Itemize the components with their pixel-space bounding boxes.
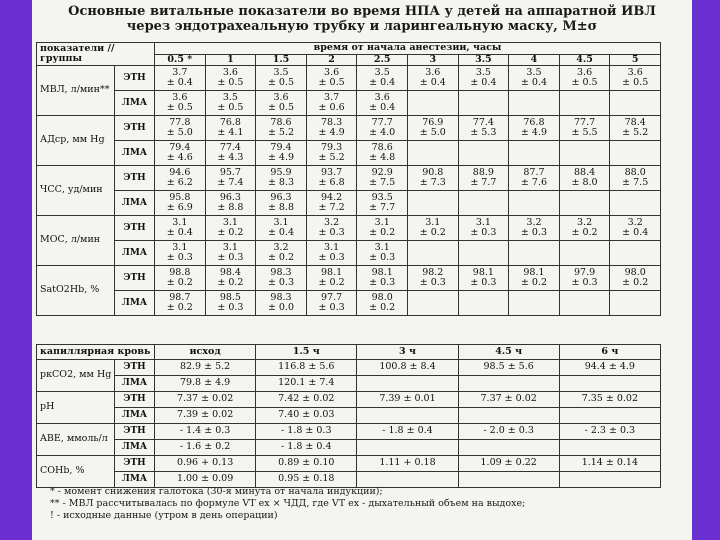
table-row <box>37 456 661 472</box>
value-text: 3.1 ± 0.3 <box>470 216 497 238</box>
value-text: 98.2 ± 0.3 <box>419 266 446 288</box>
value-cell <box>306 91 357 116</box>
footnote: * - момент снижения галотока (30-я минута от начала индукции); <box>50 486 383 497</box>
value-cell <box>458 66 509 91</box>
value-cell <box>357 91 408 116</box>
value-cell <box>509 141 560 166</box>
value-cell <box>559 241 610 266</box>
value-cell <box>458 266 509 291</box>
table-row <box>37 141 661 166</box>
table-row <box>37 216 661 241</box>
value-cell <box>458 440 559 456</box>
value-cell: 82.9 ± 5.2 <box>155 360 256 376</box>
document-title <box>32 4 692 34</box>
table-row <box>37 166 661 191</box>
value-cell <box>155 66 206 91</box>
group-label: ЭТН <box>115 266 155 291</box>
time-cell: 1.5 <box>256 54 307 66</box>
header-row <box>37 43 661 55</box>
value-cell <box>357 116 408 141</box>
value-cell <box>357 216 408 241</box>
group-label: ЭТН <box>115 116 155 141</box>
value-cell <box>357 166 408 191</box>
value-cell <box>306 241 357 266</box>
value-cell: 116.8 ± 5.6 <box>256 360 357 376</box>
time-cell: 4 <box>509 54 560 66</box>
value-cell <box>357 376 458 392</box>
value-cell <box>155 166 206 191</box>
value-cell <box>559 116 610 141</box>
value-cell <box>256 91 307 116</box>
value-cell <box>256 266 307 291</box>
table-row <box>37 408 661 424</box>
value-text: 98.7 ± 0.2 <box>166 291 193 313</box>
value-cell: 79.8 ± 4.9 <box>155 376 256 392</box>
value-text: 78.6 ± 4.8 <box>369 141 396 163</box>
value-cell <box>407 166 458 191</box>
value-text: 98.5 ± 0.3 <box>217 291 244 313</box>
value-text: 79.3 ± 5.2 <box>318 141 345 163</box>
value-cell <box>407 66 458 91</box>
value-cell <box>357 408 458 424</box>
document-page <box>32 0 692 540</box>
value-cell <box>306 291 357 316</box>
value-text: 3.1 ± 0.2 <box>369 216 396 238</box>
value-text: 97.7 ± 0.3 <box>318 291 345 313</box>
value-text: 98.0 ± 0.2 <box>369 291 396 313</box>
value-cell <box>357 66 408 91</box>
value-cell <box>357 440 458 456</box>
value-text: 3.5 ± 0.4 <box>470 66 497 88</box>
value-cell: - 1.6 ± 0.2 <box>155 440 256 456</box>
value-cell <box>357 266 408 291</box>
group-label: ЛМА <box>115 440 155 456</box>
group-label: ЭТН <box>115 424 155 440</box>
value-text: 95.8 ± 6.9 <box>166 191 193 213</box>
value-cell <box>205 116 256 141</box>
group-label: ЛМА <box>115 472 155 488</box>
value-text: 77.8 ± 5.0 <box>166 116 193 138</box>
value-text: 98.1 ± 0.3 <box>470 266 497 288</box>
value-cell: 0.96 + 0.13 <box>155 456 256 472</box>
value-text: 77.4 ± 5.3 <box>470 116 497 138</box>
value-text: 3.2 ± 0.3 <box>318 216 345 238</box>
value-cell: 7.39 ± 0.01 <box>357 392 458 408</box>
value-cell <box>458 191 509 216</box>
value-text: 87.7 ± 7.6 <box>520 166 548 188</box>
table-row <box>37 191 661 216</box>
value-text: 3.1 ± 0.4 <box>166 216 193 238</box>
value-text: 90.8 ± 7.3 <box>419 166 446 188</box>
value-text: 3.2 ± 0.2 <box>267 241 295 263</box>
footnotes <box>50 486 680 522</box>
value-cell: 1.09 ± 0.22 <box>458 456 559 472</box>
value-cell <box>205 191 256 216</box>
table-row <box>37 360 661 376</box>
value-cell <box>256 241 307 266</box>
group-label: ЛМА <box>115 91 155 116</box>
value-cell <box>155 291 206 316</box>
corner-label: капиллярная кровь <box>37 345 155 360</box>
value-cell <box>559 408 660 424</box>
value-cell <box>357 241 408 266</box>
value-cell <box>407 116 458 141</box>
value-cell <box>256 191 307 216</box>
value-text: 88.4 ± 8.0 <box>571 166 598 188</box>
value-cell <box>610 66 661 91</box>
value-cell <box>559 376 660 392</box>
value-text: 77.7 ± 4.0 <box>369 116 396 138</box>
group-label: ЭТН <box>115 456 155 472</box>
value-cell <box>610 291 661 316</box>
title-line-2: через эндотрахеальную трубку и ларингеальную маску, M±σ <box>126 19 598 34</box>
value-cell <box>407 291 458 316</box>
value-cell <box>458 216 509 241</box>
value-text: 77.7 ± 5.5 <box>571 116 598 138</box>
table-row <box>37 440 661 456</box>
value-cell <box>256 166 307 191</box>
value-cell: 0.89 ± 0.10 <box>256 456 357 472</box>
time-cell: 1 <box>205 54 256 66</box>
value-text: 98.0 ± 0.2 <box>622 266 649 288</box>
value-text: 95.9 ± 8.3 <box>267 166 295 188</box>
value-cell <box>509 116 560 141</box>
value-text: 3.1 ± 0.3 <box>318 241 345 263</box>
value-text: 98.8 ± 0.2 <box>166 266 193 288</box>
time-cell: 2.5 <box>357 54 408 66</box>
value-cell: - 2.0 ± 0.3 <box>458 424 559 440</box>
value-text: 93.5 ± 7.7 <box>369 191 396 213</box>
value-text: 3.1 ± 0.3 <box>166 241 193 263</box>
indicator-label: pH <box>37 392 115 424</box>
value-cell <box>155 116 206 141</box>
time-cell: исход <box>155 345 256 360</box>
value-text: 3.6 ± 0.5 <box>318 66 345 88</box>
value-cell: 1.14 ± 0.14 <box>559 456 660 472</box>
value-text: 3.6 ± 0.4 <box>419 66 446 88</box>
value-cell: 100.8 ± 8.4 <box>357 360 458 376</box>
value-cell <box>205 91 256 116</box>
value-text: 3.6 ± 0.5 <box>267 91 295 113</box>
group-label: ЛМА <box>115 376 155 392</box>
table-row <box>37 376 661 392</box>
value-cell: 7.40 ± 0.03 <box>256 408 357 424</box>
value-text: 3.2 ± 0.4 <box>622 216 649 238</box>
value-cell: 7.35 ± 0.02 <box>559 392 660 408</box>
vital-signs-table <box>36 42 661 316</box>
value-text: 78.4 ± 5.2 <box>622 116 649 138</box>
value-cell: - 1.8 ± 0.4 <box>256 440 357 456</box>
value-cell <box>407 241 458 266</box>
value-cell: 7.37 ± 0.02 <box>155 392 256 408</box>
value-cell <box>610 216 661 241</box>
value-cell <box>306 191 357 216</box>
indicator-label: ЧСС, уд/мин <box>37 166 115 216</box>
time-cell: 3 ч <box>357 345 458 360</box>
value-text: 98.4 ± 0.2 <box>217 266 244 288</box>
value-cell: 98.5 ± 5.6 <box>458 360 559 376</box>
value-text: 3.6 ± 0.5 <box>217 66 244 88</box>
indicator-label: SatO2Hb, % <box>37 266 115 316</box>
value-cell <box>559 66 610 91</box>
value-cell: - 1.8 ± 0.4 <box>357 424 458 440</box>
value-text: 94.6 ± 6.2 <box>166 166 193 188</box>
value-text: 92.9 ± 7.5 <box>369 166 396 188</box>
value-cell <box>559 266 610 291</box>
value-cell <box>205 266 256 291</box>
indicator-label: АДср, мм Hg <box>37 116 115 166</box>
time-header: время от начала анестезии, часы <box>155 43 661 55</box>
value-text: 3.5 ± 0.4 <box>369 66 396 88</box>
time-cell: 6 ч <box>559 345 660 360</box>
value-cell: - 1.4 ± 0.3 <box>155 424 256 440</box>
value-cell <box>610 91 661 116</box>
time-cell: 3.5 <box>458 54 509 66</box>
value-cell <box>559 191 610 216</box>
value-cell <box>559 141 610 166</box>
value-cell <box>559 440 660 456</box>
value-cell <box>559 216 610 241</box>
value-cell <box>458 408 559 424</box>
value-text: 3.6 ± 0.5 <box>571 66 598 88</box>
table-row <box>37 266 661 291</box>
time-cell: 1.5 ч <box>256 345 357 360</box>
value-text: 3.1 ± 0.2 <box>217 216 244 238</box>
value-text: 3.6 ± 0.4 <box>369 91 396 113</box>
value-text: 97.9 ± 0.3 <box>571 266 598 288</box>
value-cell <box>256 66 307 91</box>
table-row <box>37 66 661 91</box>
group-label: ЭТН <box>115 360 155 376</box>
value-cell: 7.42 ± 0.02 <box>256 392 357 408</box>
value-cell <box>256 141 307 166</box>
value-cell <box>306 116 357 141</box>
value-cell <box>509 266 560 291</box>
value-cell <box>155 266 206 291</box>
value-text: 98.1 ± 0.2 <box>318 266 345 288</box>
value-cell <box>458 291 509 316</box>
table-row <box>37 424 661 440</box>
time-cell: 2 <box>306 54 357 66</box>
value-text: 76.8 ± 4.9 <box>520 116 548 138</box>
value-cell <box>256 116 307 141</box>
value-cell <box>407 91 458 116</box>
value-cell <box>407 191 458 216</box>
value-cell <box>559 166 610 191</box>
value-cell <box>610 191 661 216</box>
value-text: 3.1 ± 0.3 <box>369 241 396 263</box>
time-cell: 0.5 * <box>155 54 206 66</box>
value-text: 3.2 ± 0.3 <box>520 216 548 238</box>
value-cell <box>509 66 560 91</box>
group-label: ЭТН <box>115 66 155 91</box>
corner-label: показатели // группы <box>37 43 155 66</box>
value-text: 77.4 ± 4.3 <box>217 141 244 163</box>
value-cell <box>155 91 206 116</box>
value-cell <box>155 191 206 216</box>
value-cell: - 1.8 ± 0.3 <box>256 424 357 440</box>
value-text: 78.6 ± 5.2 <box>267 116 295 138</box>
value-text: 76.9 ± 5.0 <box>419 116 446 138</box>
value-text: 95.7 ± 7.4 <box>217 166 244 188</box>
value-text: 78.3 ± 4.9 <box>318 116 345 138</box>
value-cell <box>155 141 206 166</box>
value-cell <box>357 191 408 216</box>
value-text: 76.8 ± 4.1 <box>217 116 244 138</box>
value-text: 96.3 ± 8.8 <box>217 191 244 213</box>
footnote: ** - МВЛ рассчитывалась по формуле VT ex × ЧДД, где VT ex - дыхательный объем на выдохе; <box>50 498 526 509</box>
value-cell <box>407 141 458 166</box>
value-text: 79.4 ± 4.9 <box>267 141 295 163</box>
value-text: 3.6 ± 0.5 <box>622 66 649 88</box>
value-cell <box>306 66 357 91</box>
value-cell <box>205 66 256 91</box>
value-text: 3.5 ± 0.5 <box>217 91 244 113</box>
value-cell <box>357 141 408 166</box>
value-text: 96.3 ± 8.8 <box>267 191 295 213</box>
value-text: 98.3 ± 0.3 <box>267 266 295 288</box>
value-cell <box>509 91 560 116</box>
group-label: ЛМА <box>115 141 155 166</box>
group-label: ЛМА <box>115 241 155 266</box>
value-text: 3.1 ± 0.3 <box>217 241 244 263</box>
value-cell <box>205 241 256 266</box>
value-cell <box>610 241 661 266</box>
time-cell: 3 <box>407 54 458 66</box>
value-cell <box>306 141 357 166</box>
value-cell <box>458 116 509 141</box>
header-row <box>37 345 661 360</box>
value-cell <box>155 241 206 266</box>
value-cell <box>256 291 307 316</box>
value-text: 3.7 ± 0.4 <box>166 66 193 88</box>
group-label: ЭТН <box>115 392 155 408</box>
value-text: 88.9 ± 7.7 <box>470 166 497 188</box>
value-cell <box>610 116 661 141</box>
value-cell <box>509 291 560 316</box>
value-cell <box>559 91 610 116</box>
value-cell: 7.39 ± 0.02 <box>155 408 256 424</box>
value-cell: - 2.3 ± 0.3 <box>559 424 660 440</box>
value-cell: 94.4 ± 4.9 <box>559 360 660 376</box>
value-cell <box>458 141 509 166</box>
value-text: 3.7 ± 0.6 <box>318 91 345 113</box>
time-cell: 4.5 ч <box>458 345 559 360</box>
value-cell <box>306 216 357 241</box>
value-cell: 7.37 ± 0.02 <box>458 392 559 408</box>
value-text: 98.1 ± 0.2 <box>520 266 548 288</box>
value-text: 3.1 ± 0.4 <box>267 216 295 238</box>
value-text: 88.0 ± 7.5 <box>622 166 649 188</box>
time-cell: 5 <box>610 54 661 66</box>
value-cell <box>205 216 256 241</box>
value-cell <box>509 166 560 191</box>
group-label: ЛМА <box>115 408 155 424</box>
value-cell <box>458 166 509 191</box>
value-text: 3.5 ± 0.4 <box>520 66 548 88</box>
value-cell <box>610 166 661 191</box>
time-cell: 4.5 <box>559 54 610 66</box>
footnote: ! - исходные данные (утром в день операции) <box>50 510 278 521</box>
value-text: 79.4 ± 4.6 <box>166 141 193 163</box>
value-cell <box>509 241 560 266</box>
value-cell <box>306 166 357 191</box>
table-row <box>37 116 661 141</box>
value-cell <box>306 266 357 291</box>
indicator-label: ABE, ммоль/л <box>37 424 115 456</box>
value-text: 94.2 ± 7.2 <box>318 191 345 213</box>
indicator-label: МОС, л/мин <box>37 216 115 266</box>
value-cell: 1.11 + 0.18 <box>357 456 458 472</box>
value-cell: 1.00 ± 0.09 <box>155 472 256 488</box>
indicator-label: pкCO2, мм Hg <box>37 360 115 392</box>
value-cell <box>205 291 256 316</box>
group-label: ЛМА <box>115 291 155 316</box>
value-cell <box>205 141 256 166</box>
value-cell <box>610 141 661 166</box>
value-cell <box>407 266 458 291</box>
value-cell <box>256 216 307 241</box>
value-text: 93.7 ± 6.8 <box>318 166 345 188</box>
value-cell <box>357 291 408 316</box>
title-line-1: Основные витальные показатели во время НПА у детей на аппаратной ИВЛ <box>68 4 656 19</box>
value-cell <box>458 376 559 392</box>
value-text: 3.2 ± 0.2 <box>571 216 598 238</box>
table-row <box>37 392 661 408</box>
value-text: 3.1 ± 0.2 <box>419 216 446 238</box>
group-label: ЛМА <box>115 191 155 216</box>
value-text: 3.5 ± 0.5 <box>267 66 295 88</box>
value-text: 98.1 ± 0.3 <box>369 266 396 288</box>
value-text: 98.3 ± 0.0 <box>267 291 295 313</box>
value-text: 3.6 ± 0.5 <box>166 91 193 113</box>
value-cell <box>559 291 610 316</box>
table-row <box>37 291 661 316</box>
value-cell <box>407 216 458 241</box>
indicator-label: МВЛ, л/мин** <box>37 66 115 116</box>
group-label: ЭТН <box>115 166 155 191</box>
group-label: ЭТН <box>115 216 155 241</box>
capillary-blood-table <box>36 344 661 488</box>
value-cell <box>509 216 560 241</box>
value-cell <box>205 166 256 191</box>
table-row <box>37 241 661 266</box>
value-cell <box>458 241 509 266</box>
table-row <box>37 91 661 116</box>
indicator-label: COHb, % <box>37 456 115 488</box>
value-cell <box>458 91 509 116</box>
value-cell <box>610 266 661 291</box>
value-cell: 120.1 ± 7.4 <box>256 376 357 392</box>
value-cell <box>509 191 560 216</box>
value-cell <box>155 216 206 241</box>
value-cell: 0.95 ± 0.18 <box>256 472 357 488</box>
